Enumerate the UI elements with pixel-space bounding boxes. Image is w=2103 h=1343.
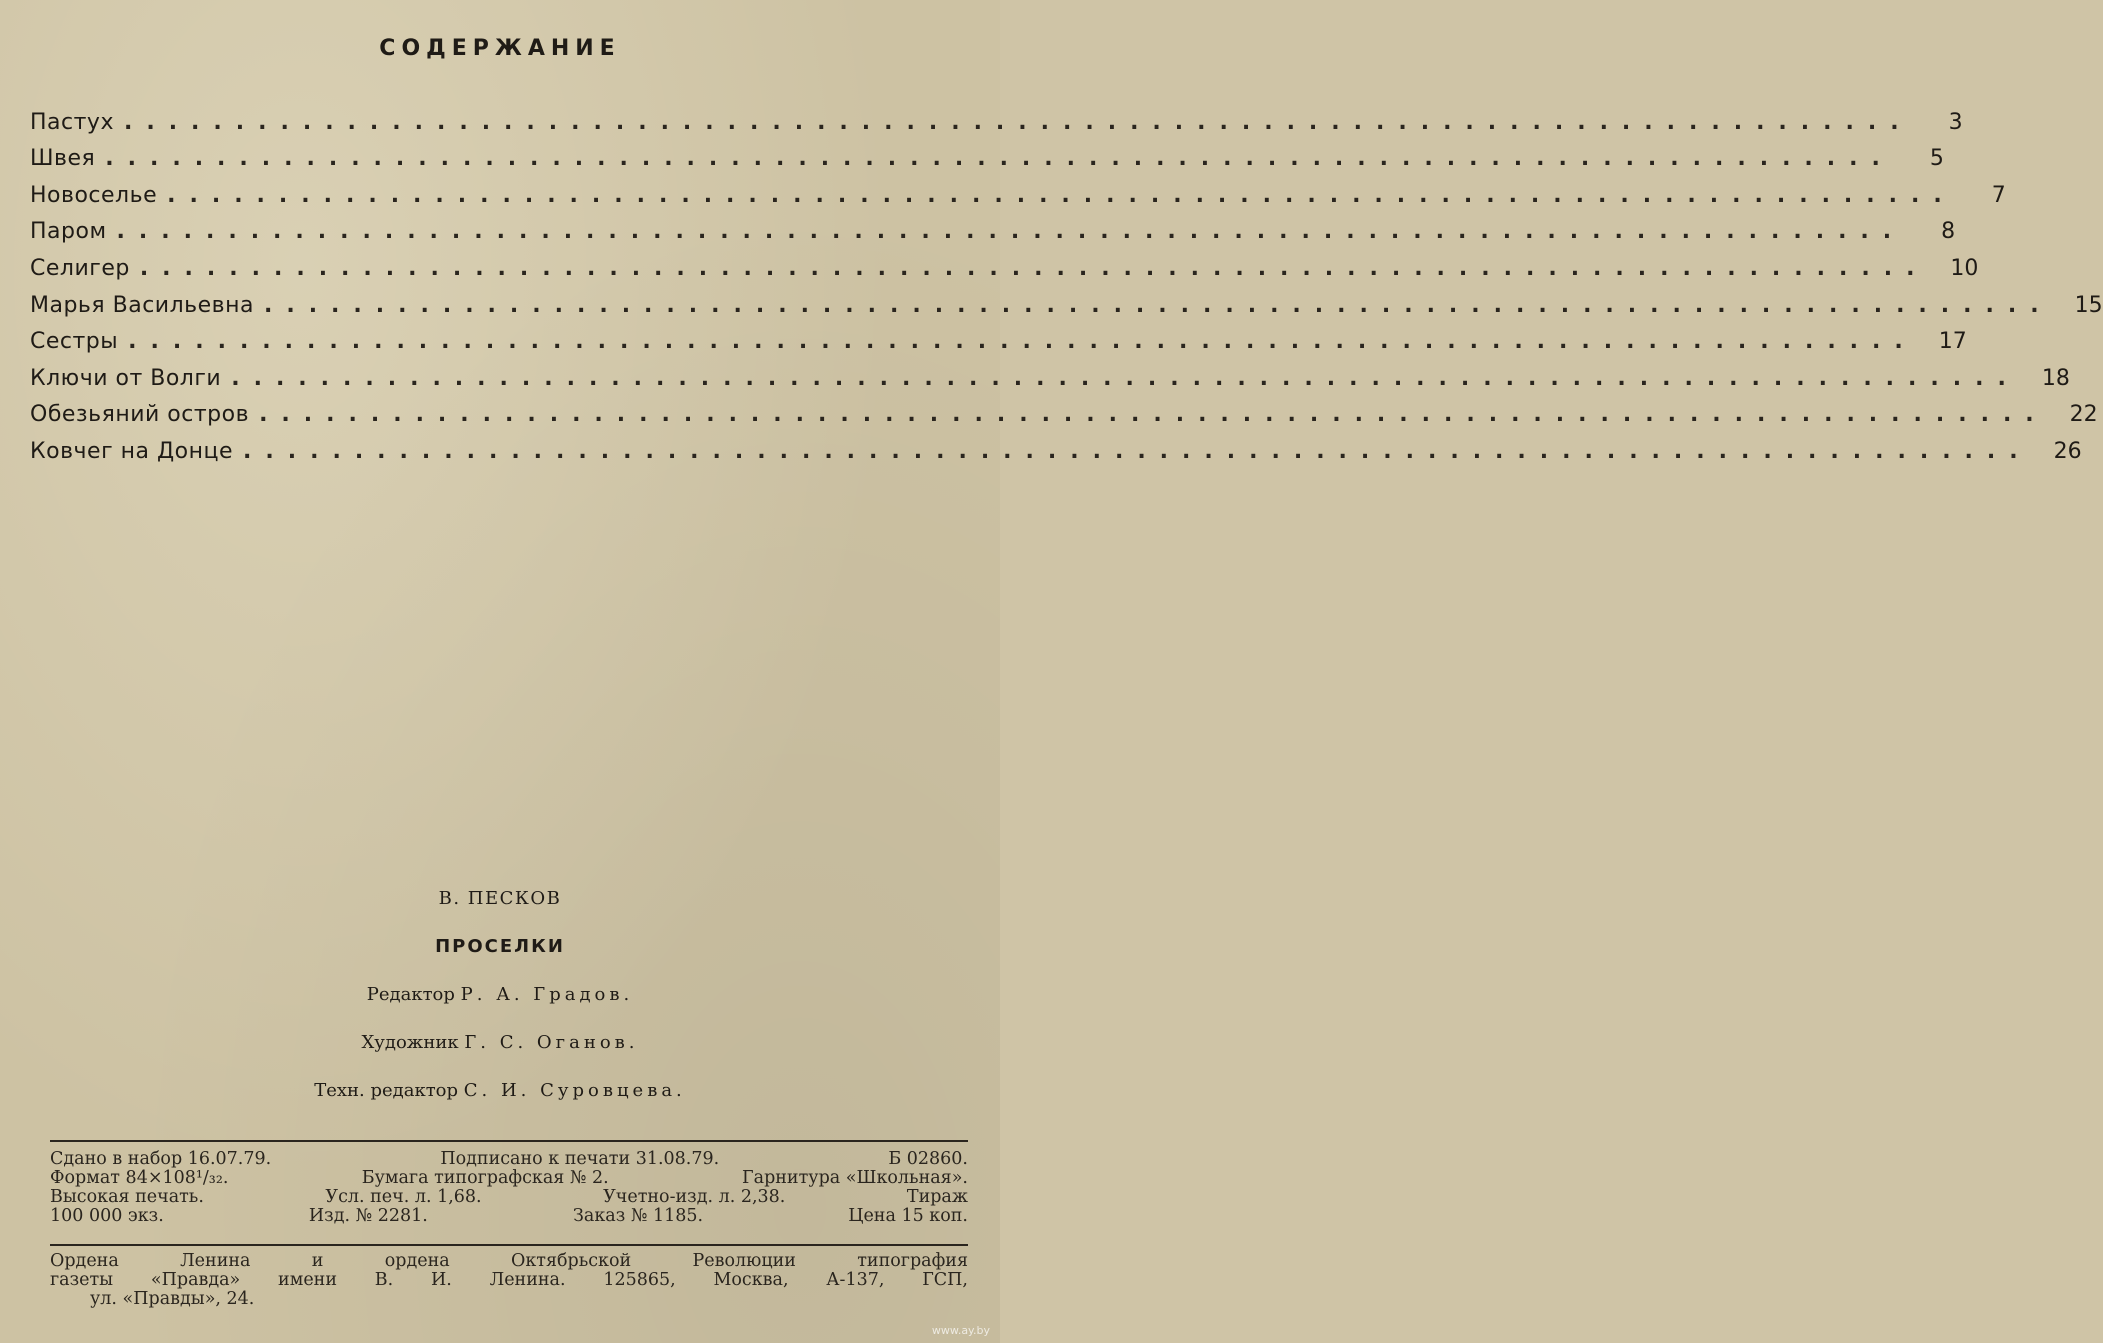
toc-entry-label: Пастух — [30, 109, 114, 135]
toc-entry — [30, 135, 1944, 172]
editor-credit — [0, 980, 1000, 1028]
toc-entry-page: 3 — [1948, 109, 1963, 135]
toc-entry — [30, 427, 2082, 464]
imprint-segment: Учетно-изд. л. 2,38. — [603, 1187, 786, 1207]
imprint-line — [50, 1207, 968, 1226]
toc-entry — [30, 281, 2103, 318]
imprint-line — [50, 1271, 968, 1290]
credits-block — [0, 884, 1000, 1124]
imprint-line — [50, 1188, 968, 1207]
tech-editor-role: Техн. редактор — [314, 1080, 459, 1101]
toc-title: СОДЕРЖАНИЕ — [379, 36, 621, 61]
toc-entry-page: 22 — [2069, 402, 2098, 428]
toc-leader-dots: ................................................................................ — [259, 402, 2048, 428]
toc-entry-page: 10 — [1950, 255, 1979, 281]
author-name: В. ПЕСКОВ — [438, 888, 562, 909]
toc-leader-dots: ................................................................................ — [123, 109, 1913, 135]
printer-details — [50, 1252, 968, 1309]
toc-entry-page: 26 — [2053, 438, 2082, 464]
imprint-segment: Цена 15 коп. — [848, 1206, 968, 1226]
imprint-segment: 100 000 экз. — [50, 1206, 164, 1226]
imprint-segment: Изд. № 2281. — [308, 1206, 428, 1226]
toc-leader-dots: ................................................................................ — [243, 438, 2032, 464]
toc-leader-dots: ................................................................................ — [231, 365, 2020, 391]
toc-entry — [30, 171, 2006, 208]
imprint-rule-top — [50, 1140, 968, 1142]
tech-editor-credit — [0, 1076, 1000, 1124]
toc-entry-label: Ковчег на Донце — [30, 438, 234, 464]
toc-entry-label: Марья Васильевна — [30, 292, 254, 318]
toc-entry — [30, 391, 2098, 428]
imprint-segment: Тираж — [906, 1187, 968, 1207]
toc-entry — [30, 98, 1963, 135]
toc-entry — [30, 318, 1967, 355]
toc-entry-label: Паром — [30, 219, 107, 245]
toc-entry-page: 7 — [1991, 182, 2006, 208]
toc-leader-dots: ................................................................................ — [105, 146, 1894, 172]
site-watermark: www.ay.by — [931, 1324, 990, 1337]
toc-entry-label: Селигер — [30, 255, 130, 281]
imprint-segment: Высокая печать. — [50, 1187, 204, 1207]
table-of-contents — [30, 98, 2103, 464]
imprint-segment: Гарнитура «Школьная». — [742, 1168, 968, 1188]
toc-entry-label: Швея — [30, 146, 96, 172]
imprint-segment: Подписано к печати 31.08.79. — [440, 1149, 720, 1169]
toc-entry-label: Ключи от Волги — [30, 365, 222, 391]
toc-leader-dots: ................................................................................ — [139, 255, 1929, 281]
imprint-segment: Сдано в набор 16.07.79. — [50, 1149, 272, 1169]
imprint-segment: ул. «Правды», 24. — [90, 1289, 255, 1309]
toc-entry-label: Сестры — [30, 329, 119, 355]
toc-entry-label: Обезьяний остров — [30, 402, 250, 428]
imprint-rule-middle — [50, 1244, 968, 1246]
artist-name: Г. С. Оганов. — [464, 1032, 639, 1053]
imprint-segment: Ордена Ленина и ордена Октябрьской Революции типография — [50, 1251, 968, 1271]
toc-entry-page: 5 — [1929, 146, 1944, 172]
imprint-line — [50, 1252, 968, 1271]
imprint-segment: Усл. печ. л. 1,68. — [325, 1187, 482, 1207]
toc-entry-page: 18 — [2041, 365, 2070, 391]
toc-entry — [30, 244, 1979, 281]
editor-role: Редактор — [366, 984, 455, 1005]
imprint-line — [50, 1290, 968, 1309]
editor-name: Р. А. Градов. — [460, 984, 634, 1005]
imprint-segment: газеты «Правда» имени В. И. Ленина. 125865, Москва, А-137, ГСП, — [50, 1270, 968, 1290]
imprint-line — [50, 1169, 968, 1188]
imprint-segment: Бумага типографская № 2. — [361, 1168, 609, 1188]
toc-entry-label: Новоселье — [30, 182, 158, 208]
tech-editor-name: С. И. Суровцева. — [463, 1080, 686, 1101]
imprint-segment: Б 02860. — [888, 1149, 968, 1169]
toc-entry-page: 15 — [2074, 292, 2103, 318]
artist-credit — [0, 1028, 1000, 1076]
toc-entry — [30, 354, 2070, 391]
toc-leader-dots: ................................................................................ — [128, 329, 1917, 355]
artist-role: Художник — [361, 1032, 459, 1053]
toc-entry-page: 17 — [1938, 329, 1967, 355]
imprint-details — [50, 1150, 968, 1226]
imprint-segment: Заказ № 1185. — [573, 1206, 704, 1226]
imprint-segment: Формат 84×108¹/₃₂. — [50, 1168, 229, 1188]
toc-leader-dots: ................................................................................ — [263, 292, 2053, 318]
toc-leader-dots: ................................................................................ — [116, 219, 1906, 245]
toc-entry — [30, 208, 1956, 245]
toc-leader-dots: ................................................................................ — [167, 182, 1956, 208]
book-title: ПРОСЕЛКИ — [435, 936, 565, 957]
toc-entry-page: 8 — [1941, 219, 1956, 245]
imprint-line — [50, 1150, 968, 1169]
